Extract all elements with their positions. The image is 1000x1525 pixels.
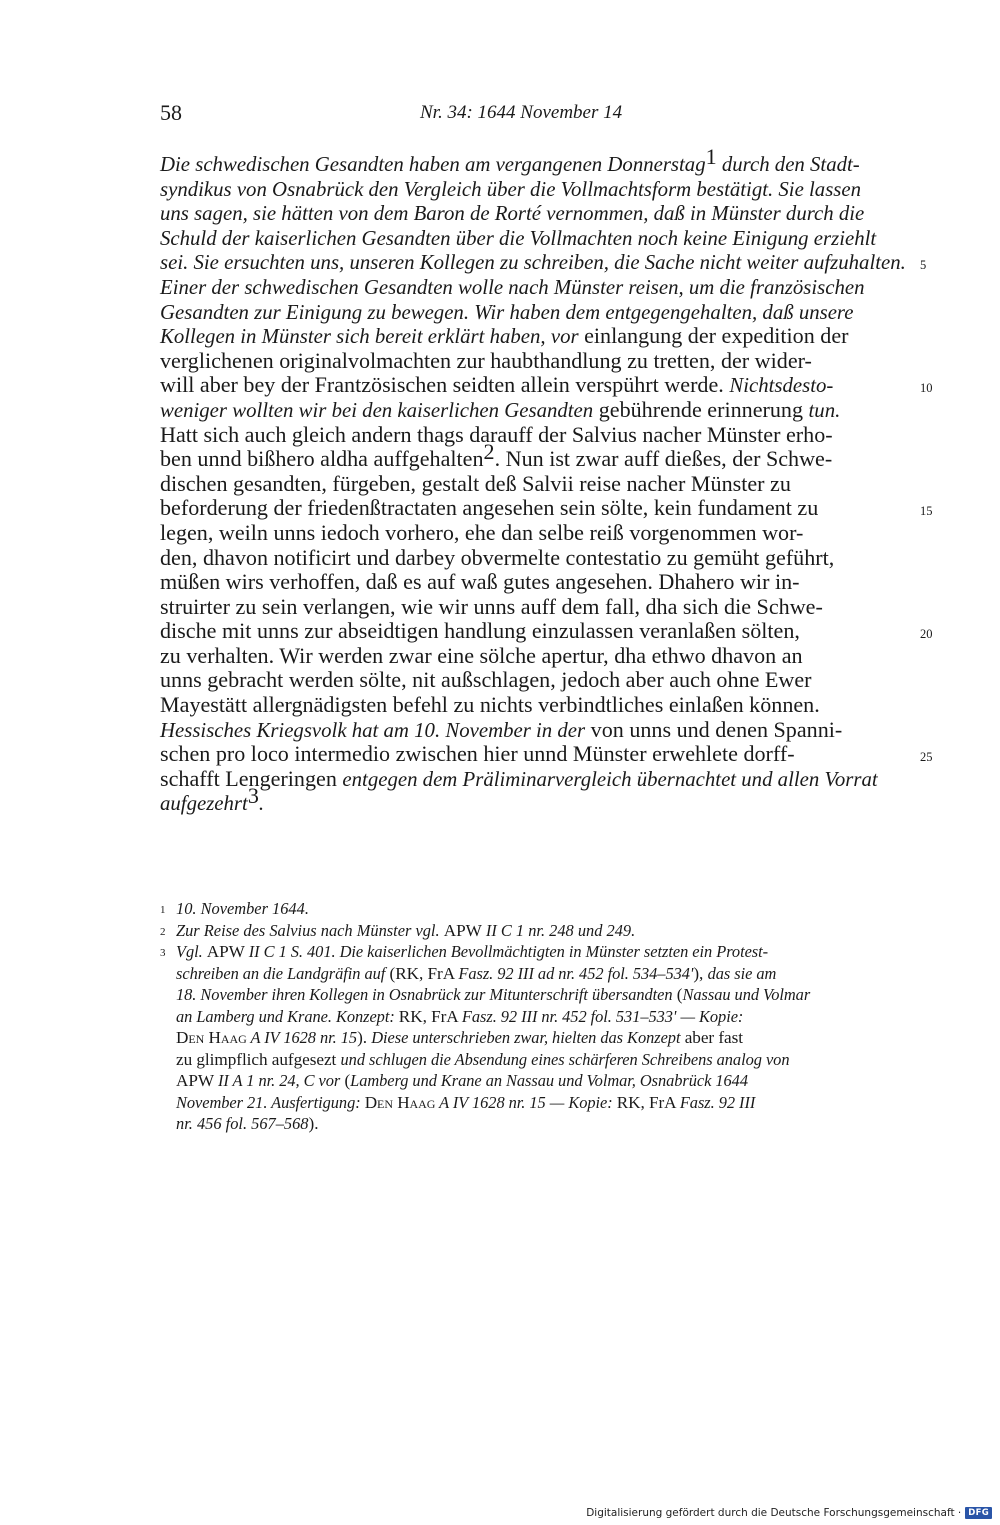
footnote-line: [160, 1049, 910, 1071]
text-segment: zu verhalten. Wir werden zwar eine sölche apertur, dha ethwo dhavon an: [160, 642, 803, 668]
text-line: [160, 177, 906, 202]
footnote-reference: 3: [247, 783, 259, 809]
text-segment: Kollegen in Münster sich bereit erklärt haben, vor: [160, 325, 579, 349]
text-segment: Fasz. 92 III: [679, 1092, 756, 1112]
line-number: 15: [920, 504, 933, 519]
footnote-line: [160, 1070, 910, 1092]
text-line: [160, 644, 906, 669]
text-segment: ).: [308, 1114, 319, 1133]
text-segment: ).: [357, 1028, 372, 1047]
text-line: [160, 398, 906, 423]
text-segment: Fasz. 92 III ad nr. 452 fol. 534–534': [458, 963, 694, 983]
text-segment: APW: [176, 1071, 218, 1090]
text-segment: dischen gesandten, fürgeben, gestalt deß Salvii reise nacher Münster zu: [160, 470, 791, 496]
text-segment: dische mit unns zur abseidtigen handlung einzulassen veranlaßen sölten,: [160, 618, 800, 644]
text-segment: Nassau und Volmar: [682, 985, 811, 1004]
text-segment: syndikus von Osnabrück den Vergleich über die Vollmachtsform bestätigt. Sie lassen: [160, 177, 862, 201]
footnote-line: [160, 1027, 910, 1049]
text-segment: Nichtsdesto-: [729, 374, 834, 398]
running-head: Nr. 34: 1644 November 14: [420, 102, 623, 123]
text-line: [160, 439, 906, 472]
text-segment: Lamberg und Krane an Nassau und Volmar, Osnabrück 1644: [350, 1071, 748, 1090]
text-segment: .: [258, 792, 265, 816]
text-line: [160, 693, 906, 718]
text-segment: von unns und denen Spanni-: [585, 716, 843, 742]
text-line: [160, 201, 906, 226]
footnote-line: [160, 920, 910, 942]
text-segment: verglichenen originalvolmachten zur haubthandlung zu tretten, der wider-: [160, 347, 812, 373]
text-line: [160, 275, 906, 300]
text-line: [160, 373, 906, 398]
page-number: 58: [160, 100, 182, 125]
text-segment: ),: [693, 963, 708, 983]
footnote-reference: 1: [705, 144, 717, 169]
text-line: [160, 472, 906, 497]
text-segment: Hatt sich auch gleich andern thags darauff der Salvius nacher Münster erho-: [160, 421, 833, 447]
text-line: [160, 595, 906, 620]
text-segment: ben unnd bißhero aldha auffgehalten: [160, 446, 484, 472]
funding-text: Digitalisierung gefördert durch die Deutsche Forschungsgemeinschaft ·: [586, 1507, 962, 1519]
text-segment: aber fast: [680, 1028, 743, 1047]
text-segment: (: [340, 1071, 351, 1090]
text-line: [160, 250, 906, 275]
text-segment: (: [672, 985, 683, 1004]
footnote-line: [160, 1092, 910, 1114]
text-segment: schafft Lengeringen: [160, 765, 343, 791]
text-segment: November 21. Ausfertigung:: [176, 1092, 365, 1112]
text-segment: und schlugen die Absendung eines schärferen Schreibens analog von: [340, 1049, 790, 1069]
text-line: [160, 546, 906, 571]
text-segment: schen pro loco intermedio zwischen hier unnd Münster erwehlete dorff-: [160, 741, 795, 767]
text-line: [160, 767, 906, 792]
text-segment: durch den Stadt-: [716, 153, 860, 176]
text-line: [160, 324, 906, 349]
footnote-line: [160, 1006, 910, 1028]
text-line: [160, 619, 906, 644]
text-segment: tun.: [808, 398, 841, 422]
text-segment: Gesandten zur Einigung zu bewegen. Wir haben dem entgegengehalten, daß unsere: [160, 300, 854, 324]
text-segment: nr. 456 fol. 567–568: [176, 1114, 309, 1133]
text-segment: RK, FrA: [616, 1092, 680, 1112]
text-segment: Zur Reise des Salvius nach Münster vgl.: [176, 920, 444, 940]
text-segment: Den Haag: [364, 1092, 436, 1112]
text-segment: II C 1 S. 401. Die kaiserlichen Bevollmächtigten in Münster setzten ein Protest-: [248, 942, 769, 961]
text-segment: APW: [206, 942, 249, 961]
text-segment: Einer der schwedischen Gesandten wolle nach Münster reisen, um die französischen: [160, 275, 865, 299]
text-segment: an Lamberg und Krane. Konzept:: [176, 1006, 399, 1026]
body-text: [160, 144, 906, 816]
text-line: [160, 783, 906, 816]
text-segment: einlangung der expedition der: [578, 323, 849, 349]
text-segment: aufgezehrt: [160, 792, 248, 816]
text-segment: . Nun ist zwar auff dießes, der Schwe-: [494, 446, 833, 472]
text-line: [160, 742, 906, 767]
text-segment: struirter zu sein verlangen, wie wir unns auff dem fall, dha sich die Schwe-: [160, 593, 823, 619]
text-line: [160, 718, 906, 743]
line-number: 10: [920, 381, 933, 396]
footnote-mark: 3: [160, 947, 166, 959]
footnote-line: [160, 1113, 910, 1135]
text-segment: unns gebracht werden sölte, nit außschlagen, jedoch aber auch ohne Ewer: [160, 667, 812, 693]
text-segment: II A 1 nr. 24, C vor: [217, 1071, 341, 1090]
text-line: [160, 226, 906, 251]
text-segment: den, dhavon notificirt und darbey obvermelte contestatio zu gemüht geführt,: [160, 544, 835, 570]
text-line: [160, 668, 906, 693]
text-segment: müßen wirs verhoffen, daß es auf waß gutes angesehen. Dhahero wir in-: [160, 569, 800, 595]
footnote-line: [160, 941, 910, 963]
text-segment: 18. November ihren Kollegen in Osnabrück zur Mitunterschrift übersandten: [176, 985, 673, 1004]
footnote-line: [160, 984, 910, 1006]
text-segment: will aber bey der Frantzösischen seidten allein verspührt werde.: [160, 372, 730, 398]
text-segment: Die schwedischen Gesandten haben am vergangenen Donnerstag: [160, 153, 706, 176]
text-line: [160, 144, 906, 177]
text-segment: II C 1 nr. 248 und 249.: [485, 920, 636, 940]
footnote-line: [160, 898, 910, 920]
text-line: [160, 521, 906, 546]
text-segment: weniger wollten wir bei den kaiserlichen Gesandten: [160, 398, 594, 422]
text-segment: Hessisches Kriegsvolk hat am 10. November in der: [160, 718, 586, 742]
text-segment: (RK, FrA: [385, 963, 459, 983]
text-segment: A IV 1628 nr. 15 — Kopie:: [435, 1092, 617, 1112]
footnote-line: [160, 963, 910, 985]
footer: [586, 1507, 992, 1519]
text-segment: Diese unterschrieben zwar, hielten das Konzept: [371, 1028, 681, 1047]
text-line: [160, 423, 906, 448]
text-line: [160, 349, 906, 374]
dfg-logo: DFG: [965, 1507, 992, 1519]
text-line: [160, 496, 906, 521]
text-segment: entgegen dem Präliminarvergleich übernachtet und allen Vorrat: [342, 767, 878, 791]
text-segment: legen, weiln unns iedoch vorhero, ehe dan selbe reiß vorgenommen wor-: [160, 519, 804, 545]
text-segment: RK, FrA: [398, 1006, 462, 1026]
text-segment: A IV 1628 nr. 15: [246, 1028, 358, 1047]
line-number: 25: [920, 750, 933, 765]
footnote-mark: 2: [160, 925, 166, 938]
text-segment: das sie am: [707, 963, 777, 983]
text-segment: 10. November 1644.: [176, 899, 309, 918]
text-segment: Den Haag: [176, 1028, 247, 1047]
text-segment: schreiben an die Landgräfin auf: [176, 963, 386, 983]
text-segment: beforderung der friedenßtractaten angesehen sein sölte, kein fundament zu: [160, 495, 819, 521]
footnotes: [160, 898, 910, 1135]
text-segment: Schuld der kaiserlichen Gesandten über die Vollmachten noch keine Einigung erziehlt: [160, 226, 877, 250]
text-line: [160, 570, 906, 595]
line-number: 5: [920, 258, 927, 273]
text-segment: uns sagen, sie hätten von dem Baron de Rorté vernommen, daß in Münster durch die: [160, 202, 865, 226]
text-line: [160, 300, 906, 325]
text-segment: zu glimpflich aufgesezt: [176, 1049, 341, 1069]
line-number: 20: [920, 627, 933, 642]
text-segment: sei. Sie ersuchten uns, unseren Kollegen zu schreiben, die Sache nicht weiter aufzuhalten.: [160, 251, 906, 275]
footnote-mark: 1: [160, 904, 166, 916]
text-segment: Mayestätt allergnädigsten befehl zu nichts verbindtliches einlaßen können.: [160, 692, 820, 718]
text-segment: Vgl.: [176, 942, 207, 961]
footnote-reference: 2: [483, 439, 495, 465]
text-segment: APW: [443, 920, 486, 940]
text-segment: gebührende erinnerung: [593, 396, 809, 422]
text-segment: Fasz. 92 III nr. 452 fol. 531–533' — Kopie:: [461, 1006, 744, 1026]
